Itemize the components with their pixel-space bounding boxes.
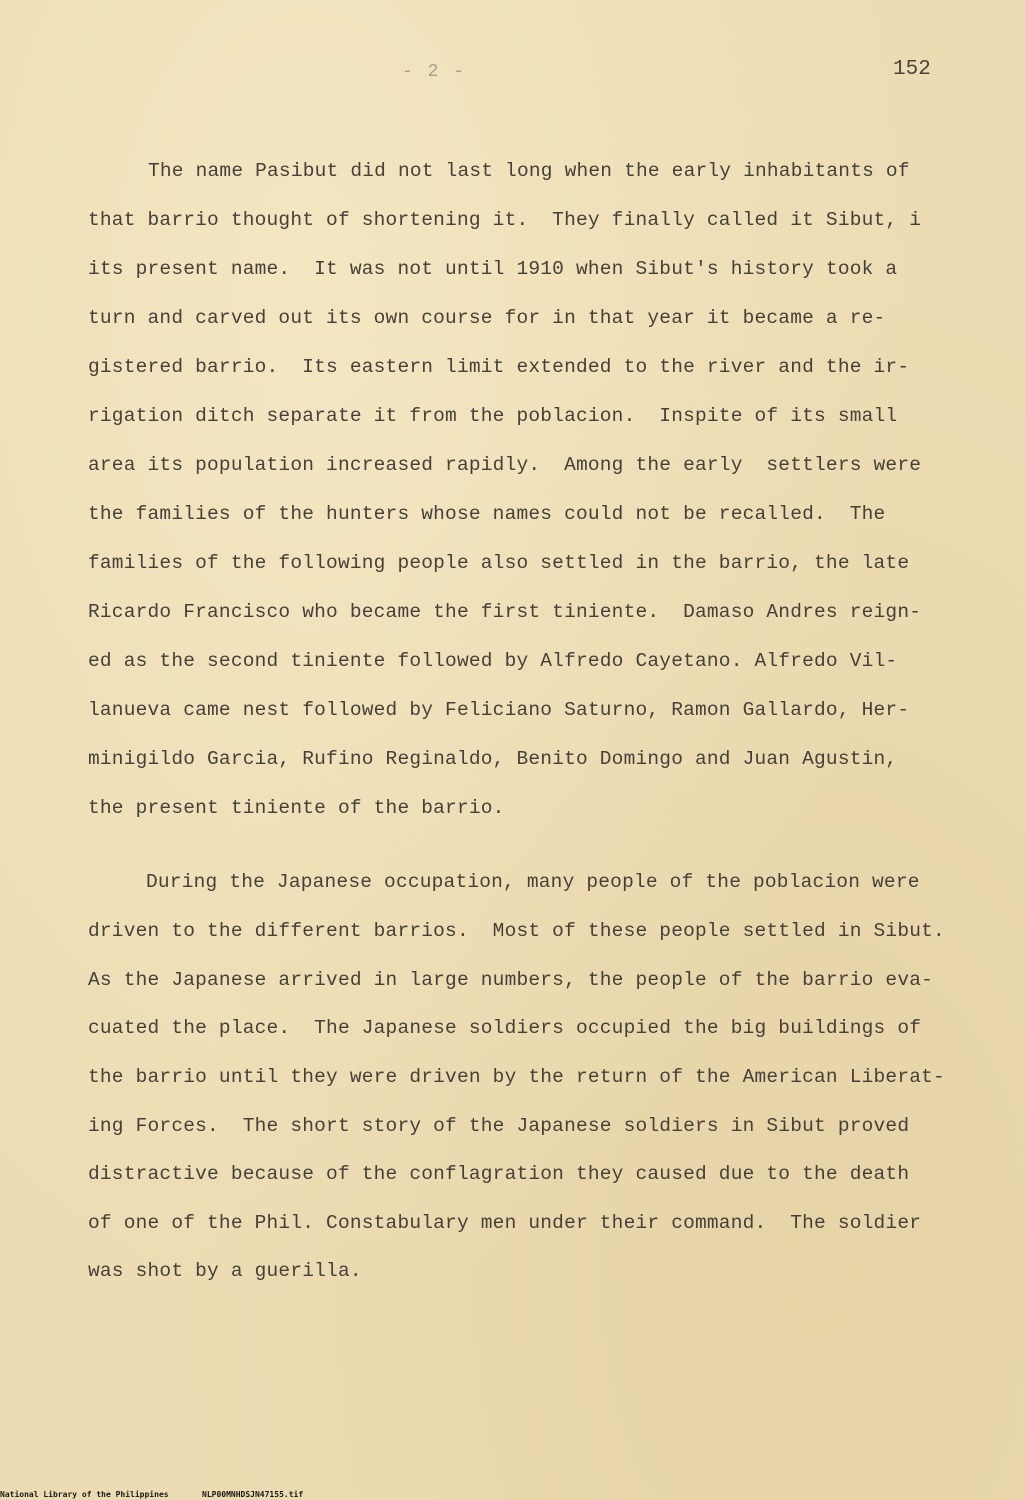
text-line: the present tiniente of the barrio. bbox=[88, 797, 505, 819]
text-line: that barrio thought of shortening it. They finally called it Sibut, i bbox=[88, 209, 922, 231]
text-line: distractive because of the conflagration they caused due to the death bbox=[88, 1163, 910, 1185]
text-line: its present name. It was not until 1910 when Sibut's history took a bbox=[88, 258, 898, 280]
text-line: Ricardo Francisco who became the first tiniente. Damaso Andres reign- bbox=[88, 601, 922, 623]
text-line: rigation ditch separate it from the poblacion. Inspite of its small bbox=[88, 405, 898, 427]
page-number: 152 bbox=[893, 58, 931, 81]
text-line: driven to the different barrios. Most of these people settled in Sibut. bbox=[88, 920, 945, 942]
text-line: lanueva came nest followed by Feliciano Saturno, Ramon Gallardo, Her- bbox=[88, 699, 910, 721]
text-line: cuated the place. The Japanese soldiers occupied the big buildings of bbox=[88, 1017, 922, 1039]
text-line: ing Forces. The short story of the Japanese soldiers in Sibut proved bbox=[88, 1115, 910, 1137]
text-line: turn and carved out its own course for in that year it became a re- bbox=[88, 307, 886, 329]
page-header-mark: - 2 - bbox=[402, 62, 467, 82]
text-line: gistered barrio. Its eastern limit extended to the river and the ir- bbox=[88, 356, 910, 378]
footer-library-name: National Library of the Philippines bbox=[0, 1490, 169, 1499]
text-line: During the Japanese occupation, many people of the poblacion were bbox=[146, 871, 920, 893]
text-line: As the Japanese arrived in large numbers, the people of the barrio eva- bbox=[88, 969, 934, 991]
text-line: families of the following people also settled in the barrio, the late bbox=[88, 552, 910, 574]
text-line: the barrio until they were driven by the return of the American Liberat- bbox=[88, 1066, 945, 1088]
text-line: of one of the Phil. Constabulary men under their command. The soldier bbox=[88, 1212, 922, 1234]
text-line: The name Pasibut did not last long when the early inhabitants of bbox=[148, 160, 910, 182]
text-line: area its population increased rapidly. Among the early settlers were bbox=[88, 454, 922, 476]
text-line: the families of the hunters whose names could not be recalled. The bbox=[88, 503, 886, 525]
footer-filename: NLP00MNHDSJN47155.tif bbox=[202, 1490, 304, 1499]
text-line: ed as the second tiniente followed by Alfredo Cayetano. Alfredo Vil- bbox=[88, 650, 898, 672]
text-line: was shot by a guerilla. bbox=[88, 1260, 362, 1282]
text-line: minigildo Garcia, Rufino Reginaldo, Benito Domingo and Juan Agustin, bbox=[88, 748, 898, 770]
